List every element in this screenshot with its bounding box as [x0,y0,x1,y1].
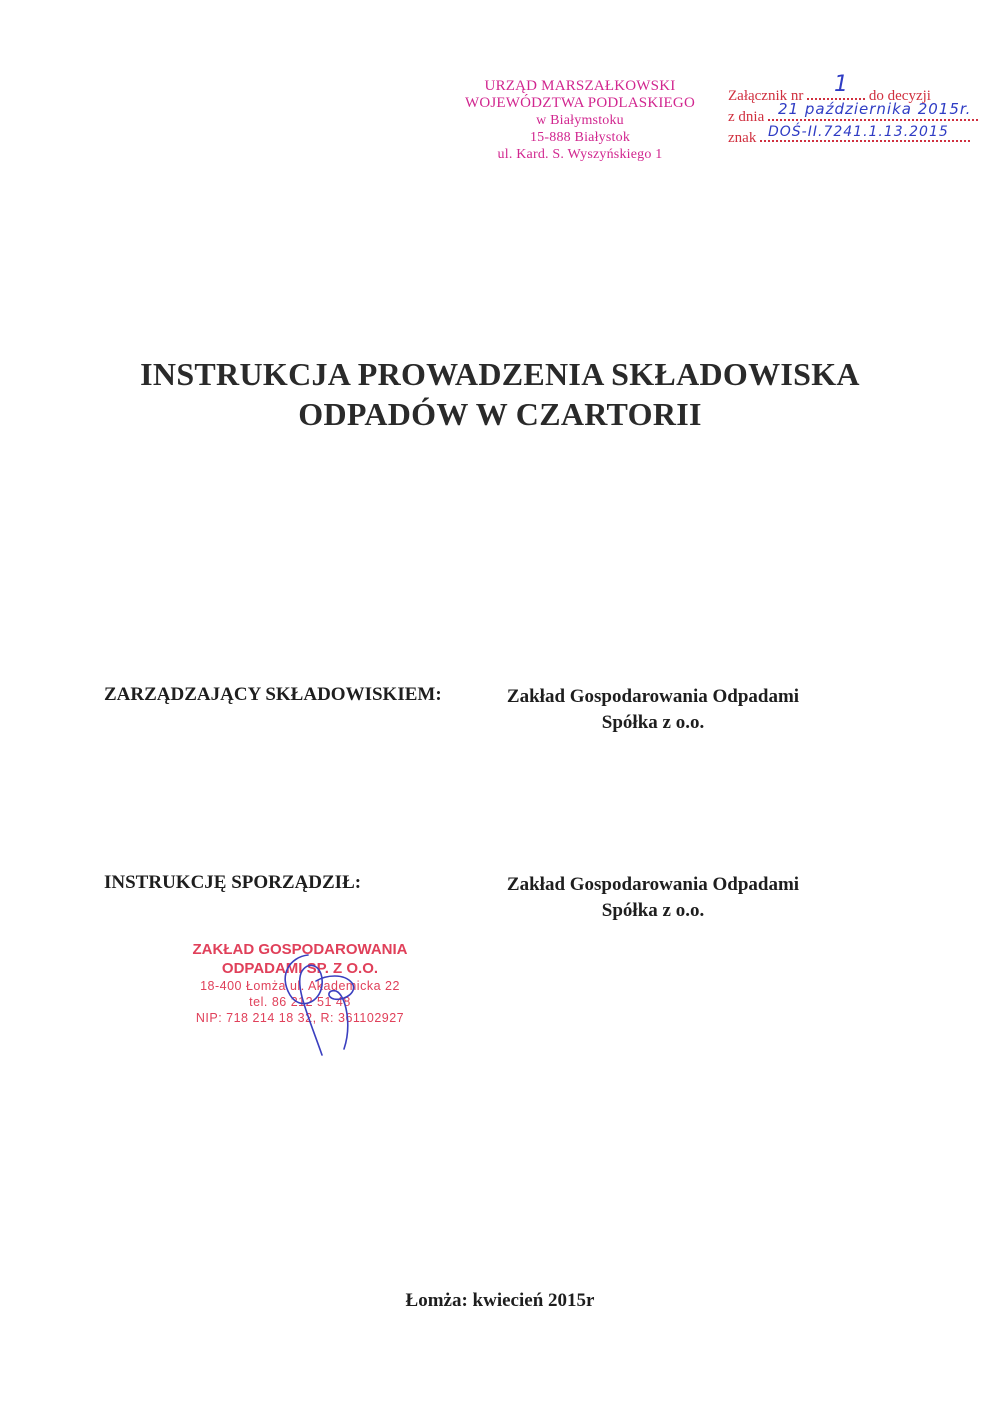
office-stamp-line-3: w Białymstoku [536,113,624,128]
manager-line-1: Zakład Gospodarowania Odpadami [506,686,800,707]
document-title [0,354,1000,434]
handwritten-signature [260,945,370,1060]
place-and-date: Łomża: kwiecień 2015r [405,1290,595,1311]
author-label: INSTRUKCJĘ SPORZĄDZIŁ: [104,872,362,893]
date-handwritten: 21 października 2015r. [778,100,972,118]
decision-label: do decyzji [868,88,931,104]
sign-handwritten: DOŚ-II.7241.1.13.2015 [768,124,949,140]
attachment-stamp [728,72,998,149]
company-stamp-line-2: ODPADAMI SP. Z O.O. [221,960,379,977]
company-stamp-line-3: 18-400 Łomża ul. Akademicka 22 [200,979,400,993]
sign-row [728,124,998,149]
attachment-number-handwritten: 1 [834,72,849,97]
author-line-1: Zakład Gospodarowania Odpadami [506,874,800,895]
office-stamp-line-4: 15-888 Białystok [529,130,631,145]
office-stamp-line-2: WOJEWÓDZTWA PODLASKIEGO [465,95,695,111]
sign-label: znak [728,130,757,146]
manager-value [470,684,836,736]
marshal-office-stamp [440,78,720,163]
office-stamp-line-5: ul. Kard. S. Wyszyńskiego 1 [497,147,663,162]
title-line-1: INSTRUKCJA PROWADZENIA SKŁADOWISKA [140,356,860,392]
manager-line-2: Spółka z o.o. [601,712,705,733]
date-label: z dnia [728,109,765,125]
office-stamp-line-1: URZĄD MARSZAŁKOWSKI [484,78,676,94]
attachment-label: Załącznik nr [728,88,804,104]
company-stamp-line-1: ZAKŁAD GOSPODAROWANIA [192,941,408,958]
manager-label: ZARZĄDZAJĄCY SKŁADOWISKIEM: [104,684,442,705]
company-stamp-line-4: tel. 86 212 51 48 [249,995,351,1009]
author-line-2: Spółka z o.o. [601,900,705,921]
company-stamp-line-5: NIP: 718 214 18 32, R: 361102927 [195,1011,405,1025]
author-value [470,872,836,924]
title-line-2: ODPADÓW W CZARTORII [298,396,702,432]
